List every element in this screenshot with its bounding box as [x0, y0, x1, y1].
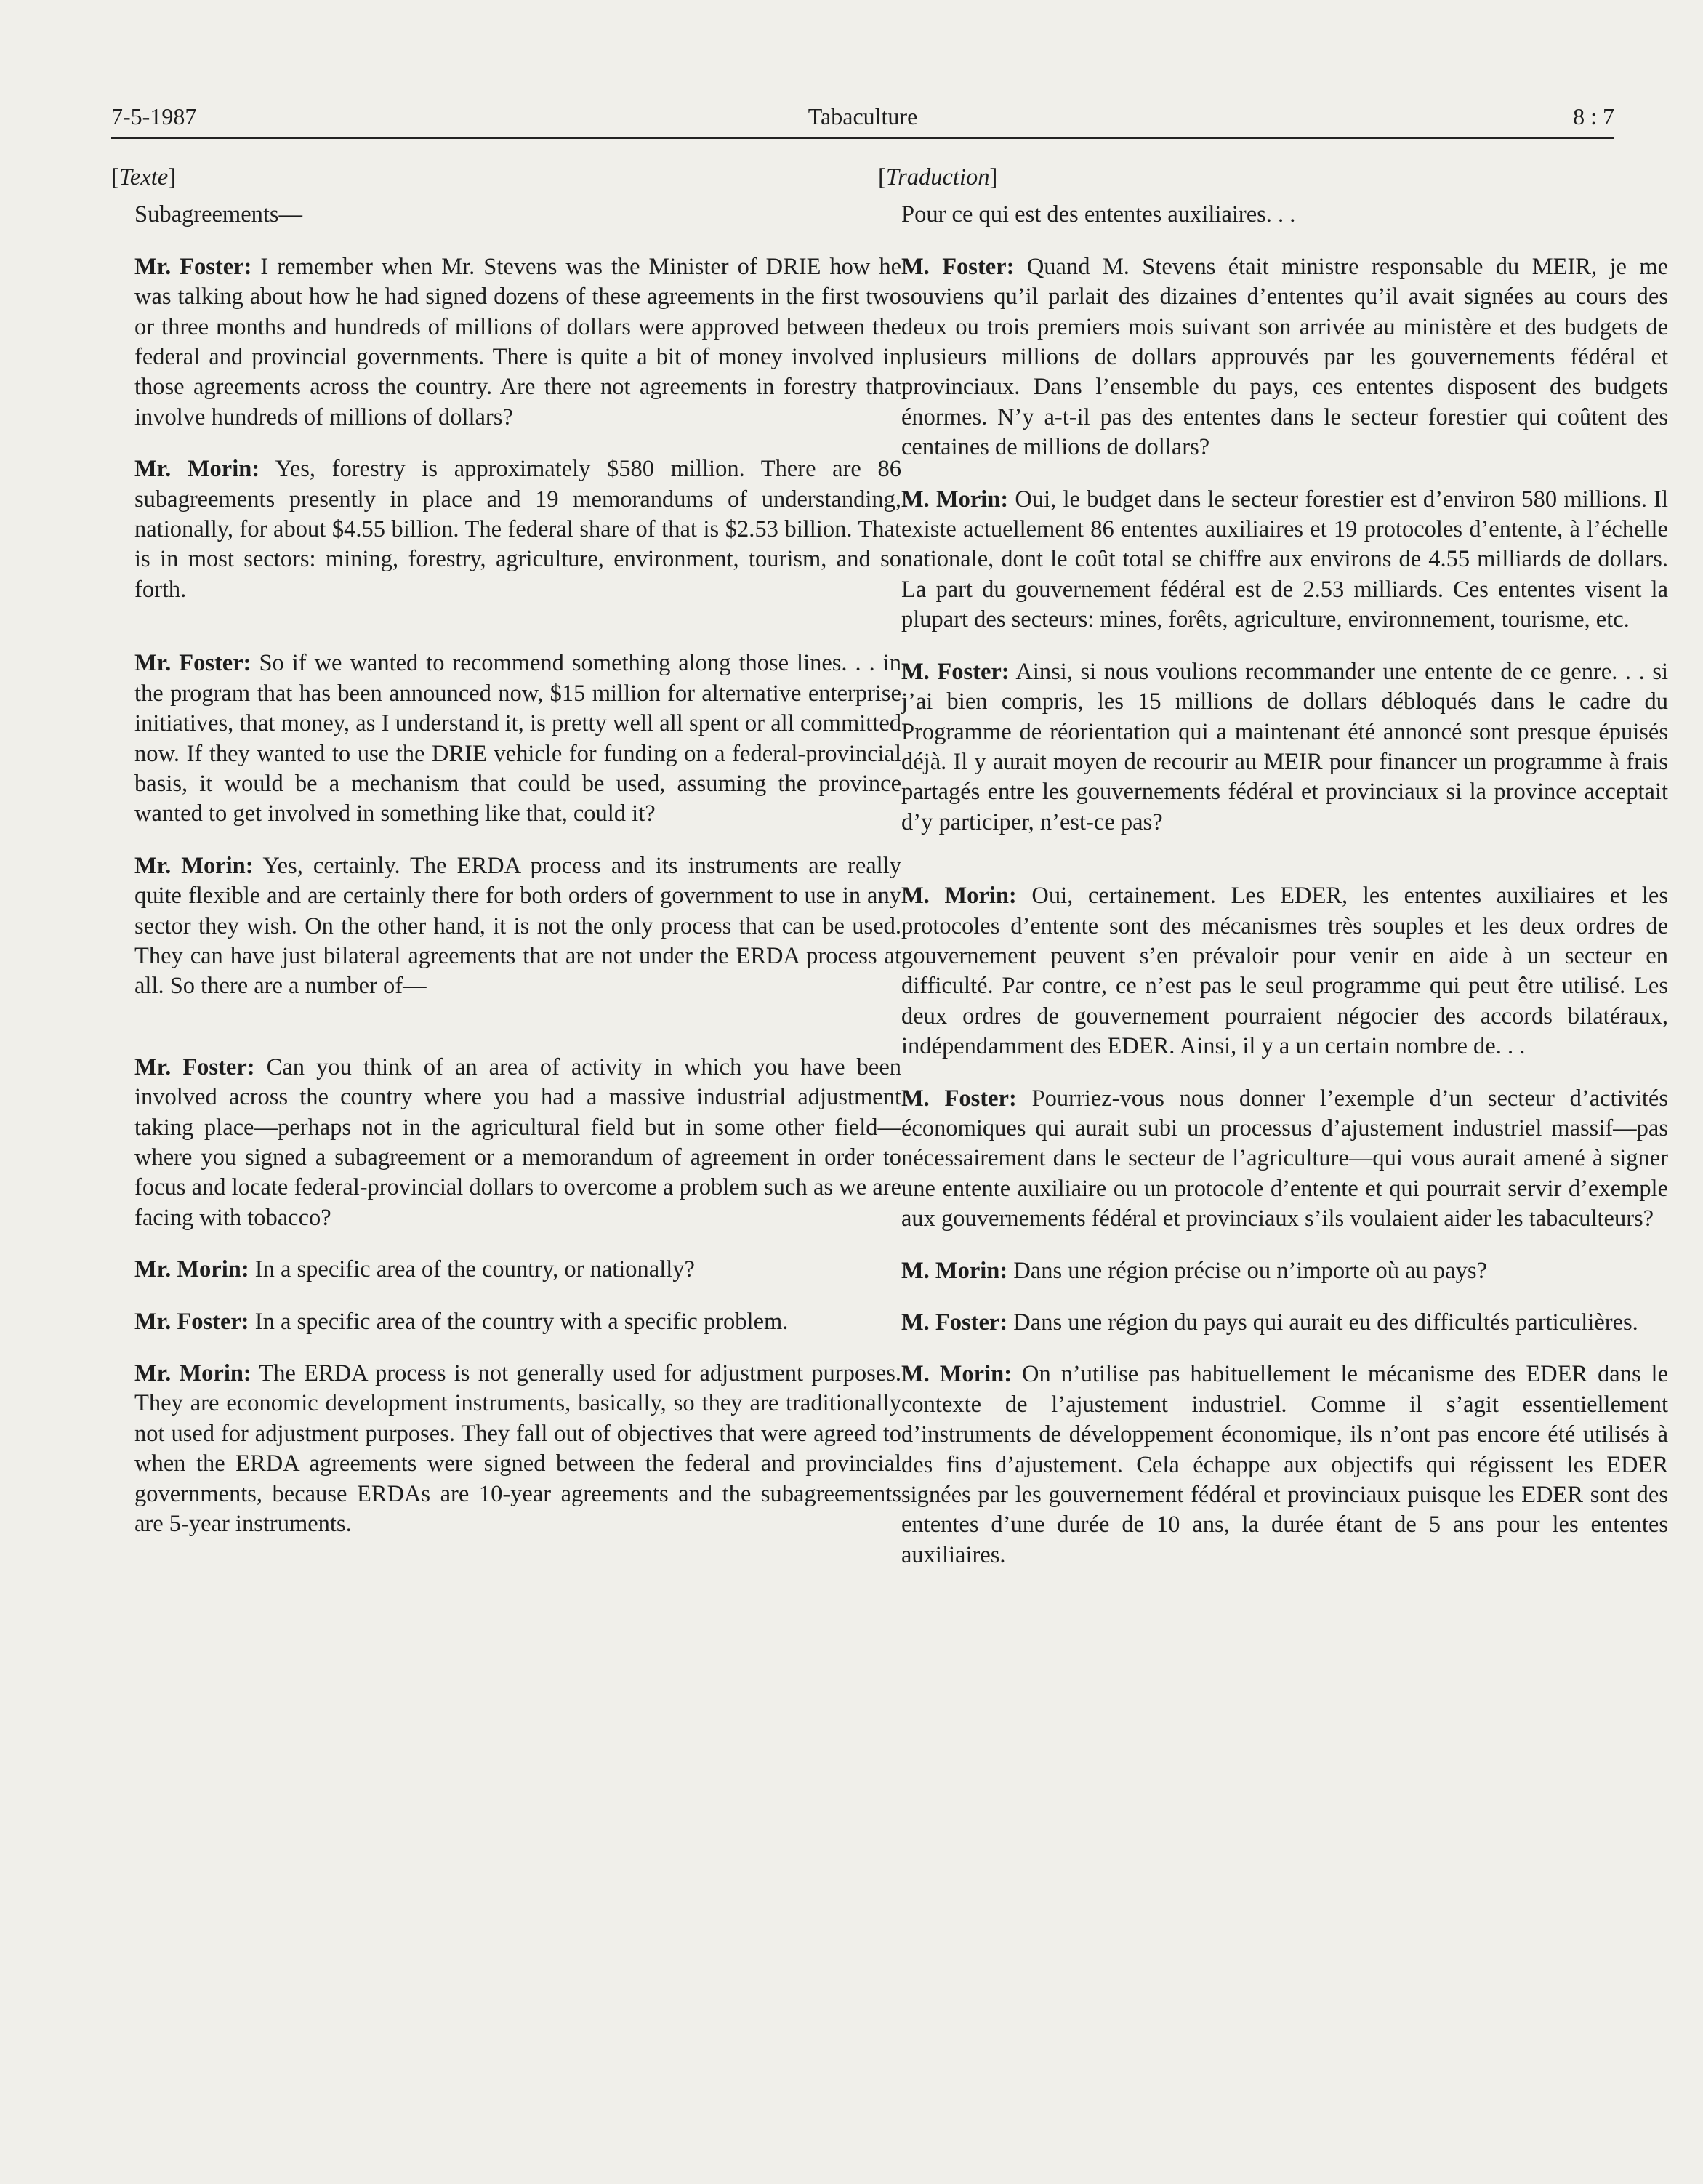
header-date: 7-5-1987	[111, 103, 197, 129]
right-paragraph-5: M. Morin: Oui, certainement. Les EDER, les ententes auxiliaires et les protocoles d’entente sont des mécanismes très souples et les deux ordres de gouvernement peuvent s’en prévaloir pour venir en aide à un secteur en difficulté. Par contre, ce n’est pas le seul programme qui peut être utilisé. Les deux ordres de gouvernement pourraient négocier des accords bilatéraux, indépendamment des EDER. Ainsi, il y a un certain nombre de. . .	[901, 883, 1668, 1060]
right-column	[878, 163, 1668, 1592]
page-header	[111, 103, 1614, 140]
right-paragraph-8: M. Foster: Dans une région du pays qui aurait eu des difficultés particulières.	[901, 1309, 1638, 1336]
right-column-label: [Traduction]	[878, 164, 998, 190]
right-paragraph-1: Pour ce qui est des ententes auxiliaires. . .	[901, 201, 1296, 228]
right-paragraph-9: M. Morin: On n’utilise pas habituellement le mécanisme des EDER dans le contexte de l’ajustement industriel. Comme il s’agit essentiellement d’instruments de développement économique, ils n’ont pas encore été utilisés à des fins d’ajustement. Cela échappe aux objectifs qui régissent les EDER signées par les gouvernement fédéral et provinciaux puisque les EDER sont des ententes d’une durée de 10 ans, la durée étant de 5 ans pour les ententes auxiliaires.	[901, 1361, 1669, 1568]
right-column-paragraphs	[878, 200, 1668, 1570]
left-paragraph-8: Mr. Foster: In a specific area of the country with a specific problem.	[134, 1308, 789, 1335]
left-column-label: [Texte]	[111, 164, 177, 190]
right-paragraph-6: M. Foster: Pourriez-vous nous donner l’exemple d’un secteur d’activités économiques qui aurait subi un processus d’ajustement industriel massif—pas nécessairement dans le secteur de l’agriculture—qui vous aurait amené à signer une entente auxiliaire ou un protocole d’entente et qui pourrait servir d’exemple aux gouvernements fédéral et provinciaux s’ils voulaient aider les tabaculteurs?	[901, 1085, 1669, 1232]
header-title: Tabaculture	[808, 103, 918, 129]
right-paragraph-3: M. Morin: Oui, le budget dans le secteur forestier est d’environ 580 millions. Il existe actuellement 86 ententes auxiliaires et 19 protocoles d’entente, à l’échelle nationale, dont le coût total se chiffre aux environs de 4.55 milliards de dollars. La part du gouvernement fédéral est de 2.53 milliards. Ces ententes visent la plupart des secteurs: mines, forêts, agriculture, environnement, tourisme, etc.	[901, 486, 1669, 633]
header-rule	[111, 137, 1614, 139]
header-page-number: 8 : 7	[1573, 103, 1614, 129]
right-paragraph-2: M. Foster: Quand M. Stevens était ministre responsable du MEIR, je me souviens qu’il parlait des dizaines d’ententes qu’il avait signées au cours des deux ou trois premiers mois suivant son arrivée au ministère et des budgets de plusieurs millions de dollars approuvés par les gouvernements fédéral et provinciaux. Dans l’ensemble du pays, ces ententes disposent des budgets énormes. N’y a-t-il pas des ententes dans le secteur forestier qui coûtent des centaines de millions de dollars?	[901, 253, 1668, 461]
left-paragraph-6: Mr. Foster: Can you think of an area of activity in which you have been involved across the country where you had a massive industrial adjustment taking place—perhaps not in the agricultural field but in some other field—where you signed a subagreement or a memorandum of agreement in order to focus and locate federal-provincial dollars to overcome a problem such as we are facing with tobacco?	[134, 1053, 901, 1231]
left-paragraph-5: Mr. Morin: Yes, certainly. The ERDA process and its instruments are really quite flexible and are certainly there for both orders of government to use in any sector they wish. On the other hand, it is not the only process that can be used. They can have just bilateral agreements that are not under the ERDA process at all. So there are a number of—	[134, 852, 901, 1000]
left-paragraph-9: Mr. Morin: The ERDA process is not generally used for adjustment purposes. They are economic development instruments, basically, so they are traditionally not used for adjustment purposes. They fall out of objectives that were agreed to when the ERDA agreements were signed between the federal and provincial governments, because ERDAs are 10-year agreements and the subagreements are 5-year instruments.	[134, 1360, 901, 1538]
left-column	[111, 163, 901, 1561]
left-paragraph-1: Subagreements—	[134, 201, 303, 228]
right-paragraph-4: M. Foster: Ainsi, si nous voulions recommander une entente de ce genre. . . si j’ai bien compris, les 15 millions de dollars débloqués dans le cadre du Programme de réorientation qui a maintenant été annoncé sont presque épuisés déjà. Il y aurait moyen de recourir au MEIR pour financer un programme à frais partagés entre les gouvernements fédéral et provinciaux si la province acceptait d’y participer, n’est-ce pas?	[901, 658, 1668, 835]
left-paragraph-3: Mr. Morin: Yes, forestry is approximately $580 million. There are 86 subagreements presently in place and 19 memorandums of understanding, nationally, for about $4.55 billion. The federal share of that is $2.53 billion. That is in most sectors: mining, forestry, agriculture, environment, tourism, and so forth.	[134, 456, 901, 603]
right-paragraph-7: M. Morin: Dans une région précise ou n’importe où au pays?	[901, 1257, 1487, 1284]
left-paragraph-2: Mr. Foster: I remember when Mr. Stevens was the Minister of DRIE how he was talking about how he had signed dozens of these agreements in the first two or three months and hundreds of millions of dollars were approved between the federal and provincial governments. There is quite a bit of money involved in those agreements across the country. Are there not agreements in forestry that involve hundreds of millions of dollars?	[134, 253, 901, 430]
left-paragraph-7: Mr. Morin: In a specific area of the country, or nationally?	[134, 1256, 695, 1283]
left-column-paragraphs	[111, 200, 901, 1539]
left-paragraph-4: Mr. Foster: So if we wanted to recommend something along those lines. . . in the program that has been announced now, $15 million for alternative enterprise initiatives, that money, as I understand it, is pretty well all spent or all committed now. If they wanted to use the DRIE vehicle for funding on a federal-provincial basis, it would be a mechanism that could be used, assuming the province wanted to get involved in something like that, could it?	[134, 650, 901, 827]
